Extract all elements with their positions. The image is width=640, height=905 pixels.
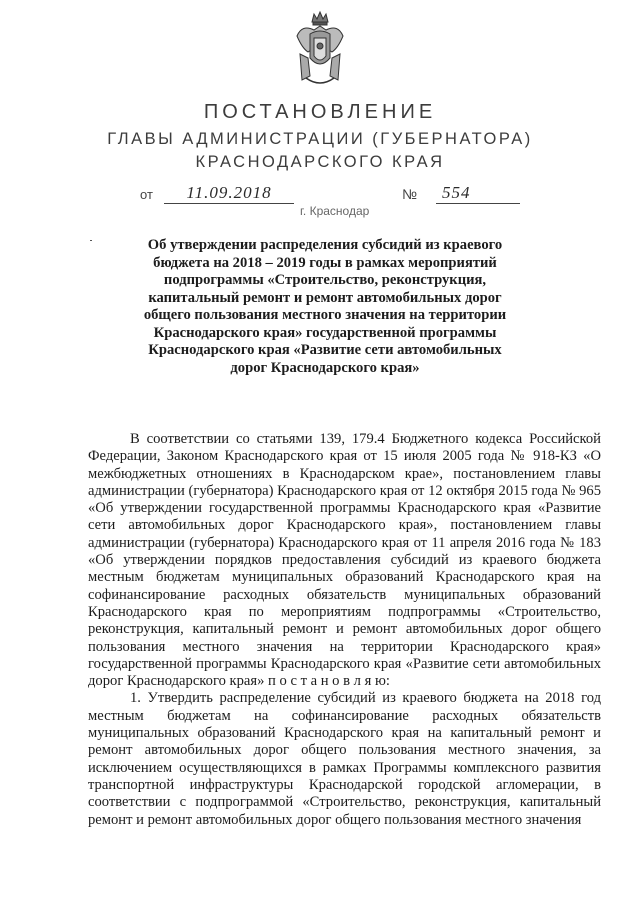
number-prefix: № — [402, 186, 418, 202]
document-date: 11.09.2018 — [164, 183, 294, 204]
document-title: Об утверждении распределения субсидий из краевого бюджета на 2018 – 2019 годы в рамках мероприятий подпрограммы «Строительство, реконструкция, капитальный ремонт и ремонт автомобильных дорог общего пользования местного значения на территории Краснодарского края» государственной программы Краснодарского края «Развитие сети автомобильных дорог Краснодарского края» — [143, 237, 507, 376]
document-type-heading: ПОСТАНОВЛЕНИЕ — [203, 101, 437, 123]
city-of-issue: г. Краснодар — [300, 204, 370, 218]
issuer-heading: ГЛАВЫ АДМИНИСТРАЦИИ (ГУБЕРНАТОРА) — [107, 130, 533, 148]
document-number: 554 — [436, 183, 520, 204]
region-heading: КРАСНОДАРСКОГО КРАЯ — [195, 153, 445, 171]
margin-mark — [90, 240, 92, 241]
coat-of-arms-emblem-icon — [292, 8, 348, 90]
body-paragraph-preamble: В соответствии со статьями 139, 179.4 Бюджетного кодекса Российской Федерации, Законом Краснодарского края от 15 июля 2005 года № 918-КЗ «О межбюджетных отношениях в Краснодарском крае», постановлением главы администрации (губернатора) Краснодарского края от 12 октября 2015 года № 965 «Об утверждении государственной программы Краснодарского края «Развитие сети автомобильных дорог Краснодарского края», постановлением главы администрации (губернатора) Краснодарского края от 11 апреля 2016 года № 183 «Об утверждении порядков предоставления субсидий из краевого бюджета местным бюджетам муниципальных образований Краснодарского края на софинансирование расходных обязательств муниципальных образований Краснодарского края по мероприятиям подпрограммы «Строительство, реконструкция, капитальный ремонт и ремонт автомобильных дорог общего пользования местного значения на территории Краснодарского края» государственной программы Краснодарского края «Развитие сети автомобильных дорог Краснодарского края» п о с т а н о в л я ю: — [88, 431, 601, 690]
date-prefix: от — [140, 187, 153, 202]
document-body — [88, 431, 601, 829]
body-paragraph-item-1: 1. Утвердить распределение субсидий из краевого бюджета на 2018 год местным бюджетам на софинансирование расходных обязательств муниципальных образований Краснодарского края на капитальный ремонт и ремонт автомобильных дорог общего пользования местного значения, за исключением осуществляющихся в рамках Программы комплексного развития транспортной инфраструктуры Краснодарской городской агломерации, в соответствии с подпрограммой «Строительство, реконструкция, капитальный ремонт и ремонт автомобильных дорог общего пользования местного значения — [88, 690, 601, 828]
